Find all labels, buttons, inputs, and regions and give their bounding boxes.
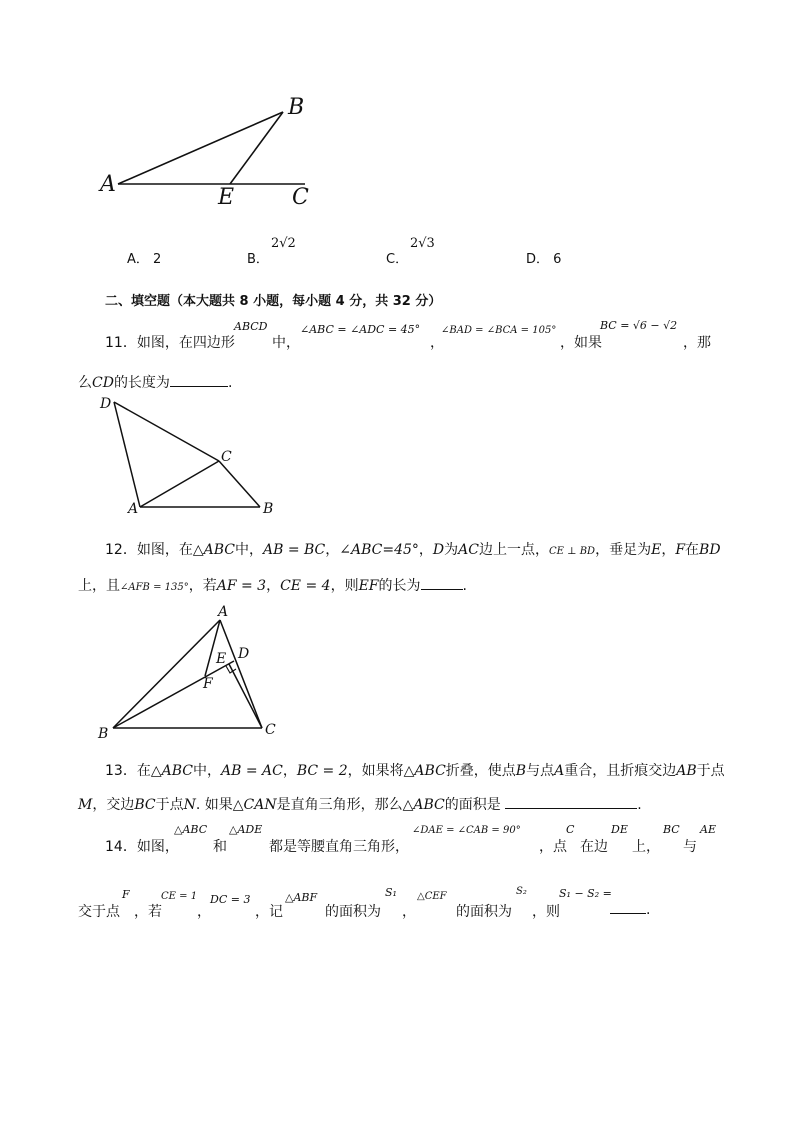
q14-tri-ade: △ADE: [229, 823, 263, 836]
option-c-value: 2√3: [410, 236, 435, 251]
q14-answer: .: [610, 901, 650, 918]
q14-dc-value: DC = 3: [210, 893, 251, 906]
q14-point-f: F: [122, 888, 130, 901]
q14-text-zaibian: 在边: [580, 839, 608, 855]
label-c: C: [292, 185, 309, 210]
q14-text2: 都是等腰直角三角形，: [269, 839, 409, 855]
q11-text-ruguo: ，如果: [560, 335, 602, 351]
q14-text-ji: ，记: [255, 904, 283, 920]
q11-text-zhong: 中，: [272, 335, 300, 351]
q12-line2: 上，且∠AFB = 135°，若AF = 3，CE = 4，则EF的长为 .: [78, 578, 467, 594]
q14-s2: S₂: [516, 886, 527, 897]
q14-side-de: DE: [611, 823, 628, 836]
q11-angle-cond2: ∠BAD = ∠BCA = 105°: [441, 325, 557, 336]
label-c: C: [221, 449, 232, 465]
q14-answer-blank[interactable]: [610, 901, 646, 914]
q14-text-yu: 与: [683, 839, 697, 855]
label-b: B: [288, 95, 305, 120]
q14-text-area1: 的面积为: [325, 904, 381, 920]
option-c-letter: C．: [386, 252, 409, 267]
label-e: E: [218, 185, 235, 210]
q14-seg-ae: AE: [700, 823, 716, 836]
q14-text-ze: ，则: [532, 904, 560, 920]
q11-angle-cond1: ∠ABC = ∠ADC = 45°: [300, 323, 421, 336]
q14-text-dian: ，点: [539, 839, 567, 855]
label-b: B: [263, 501, 274, 517]
q14-comma2: ，: [402, 904, 416, 920]
label-a: A: [100, 172, 116, 197]
q14-ce-value: CE = 1: [161, 891, 198, 902]
label-d: D: [238, 646, 250, 662]
q14-tri-abf: △ABF: [285, 891, 318, 904]
q11-line1: 11．如图，在四边形: [105, 335, 235, 351]
q14-s1: S₁: [385, 886, 397, 899]
q14-angle-cond: ∠DAE = ∠CAB = 90°: [412, 825, 521, 836]
q11-bc-value: BC = √6 − √2: [600, 319, 678, 332]
option-d-letter: D．: [526, 252, 550, 267]
q14-tri-abc: △ABC: [174, 823, 208, 836]
q14-comma1: ，: [197, 904, 211, 920]
q11-comma: ，: [430, 335, 444, 351]
label-f: F: [203, 676, 213, 692]
option-b-value: 2√2: [271, 236, 296, 251]
q13-answer-blank[interactable]: [505, 796, 637, 809]
q14-text-he: 和: [213, 839, 227, 855]
section-heading: 二、填空题（本大题共 8 小题，每小题 4 分，共 32 分）: [105, 294, 442, 309]
q14-expression: S₁ − S₂ =: [559, 887, 612, 900]
label-b: B: [98, 726, 109, 742]
q12-line1: 12．如图，在△ABC中，AB = BC，∠ABC=45°，D为AC边上一点，CE ⊥ BD，垂足为E，F在BD: [105, 542, 721, 558]
q14-text1: 14．如图，: [105, 839, 179, 855]
q11-quadrilateral: ABCD: [234, 320, 268, 333]
q14-tri-cef: △CEF: [417, 891, 447, 902]
q14-text-ruo: ，若: [134, 904, 162, 920]
q11-line2: 么CD的长度为 .: [78, 375, 233, 391]
option-d-value: 6: [553, 252, 562, 267]
q14-text-area2: 的面积为: [456, 904, 512, 920]
q14-text3: 交于点: [78, 904, 120, 920]
q14-seg-bc: BC: [663, 823, 680, 836]
label-a: A: [128, 501, 139, 517]
q13-line2: M，交边BC于点N. 如果△CAN是直角三角形，那么△ABC的面积是 .: [78, 797, 642, 813]
label-e: E: [216, 651, 227, 667]
option-a-value: 2: [153, 252, 162, 267]
option-b-letter: B．: [247, 252, 269, 267]
q14-text-shang: 上，: [632, 839, 660, 855]
q13-line1: 13．在△ABC中，AB = AC，BC = 2，如果将△ABC折叠，使点B与点A重合，且折痕交边AB于点: [105, 763, 725, 779]
label-d: D: [100, 396, 112, 412]
label-c: C: [265, 722, 276, 738]
q14-point-c: C: [566, 823, 575, 836]
option-a-letter: A．: [127, 252, 149, 267]
label-a: A: [218, 604, 229, 620]
q11-text-na: ，那: [683, 335, 711, 351]
